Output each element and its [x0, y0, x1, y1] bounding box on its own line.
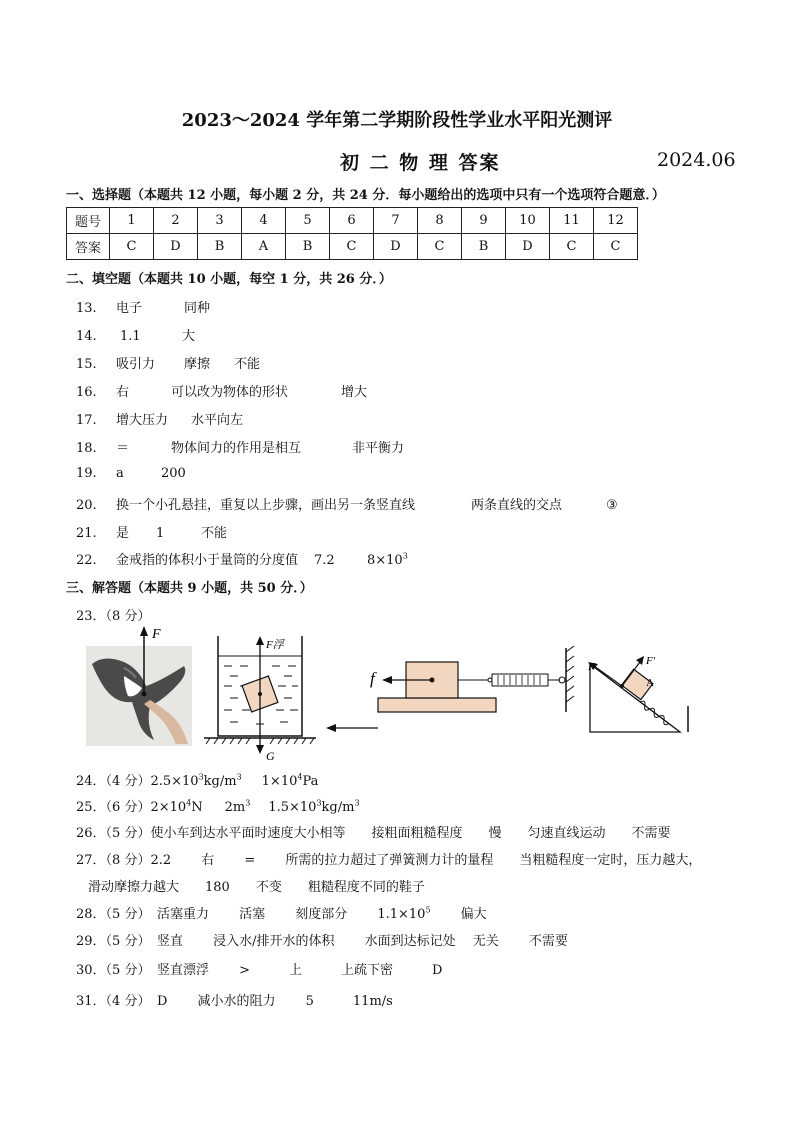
answer-table — [66, 207, 638, 260]
table-cell: 6 — [330, 208, 374, 234]
table-cell: D — [374, 234, 418, 260]
table-cell: 9 — [462, 208, 506, 234]
answer-text: 24．（4 分）2.5×10 — [76, 774, 199, 789]
superscript: 3 — [198, 772, 204, 782]
spring-scale — [492, 674, 548, 686]
table-cell: C — [330, 234, 374, 260]
force-point — [142, 692, 147, 697]
answer-line-24 — [76, 770, 318, 789]
table-cell: C — [550, 234, 594, 260]
superscript: 5 — [425, 905, 431, 915]
answer-line-29: 29．（5 分） 竖直 浸入水/排开水的体积 水面到达标记处 无关 不需要 — [76, 934, 568, 949]
answer-text: kg/m — [203, 774, 237, 789]
incline-force-label: F — [588, 661, 595, 673]
table-cell: C — [110, 234, 154, 260]
answer-text: 增大 — [341, 385, 368, 400]
answer-text: 偏大 — [430, 907, 487, 922]
page-title: 2023～2024 学年第二学期阶段性学业水平阳光测评 — [181, 110, 613, 131]
arrow-head — [326, 724, 336, 732]
answer-text: 换一个小孔悬挂，重复以上步骤，画出另一条竖直线 — [116, 498, 416, 513]
hook — [488, 678, 492, 682]
table-cell: D — [154, 234, 198, 260]
arrow-head — [382, 676, 392, 684]
table-cell: D — [506, 234, 550, 260]
answer-line-14 — [76, 325, 195, 344]
question-number: 13. — [76, 301, 97, 316]
answer-text: 物体间力的作用是相互 — [171, 441, 302, 456]
force-label-f: F — [152, 627, 161, 642]
board — [378, 698, 496, 712]
section-choice-title: 一、选择题（本题共 12 小题，每小题 2 分，共 24 分．每小题给出的选项中只有一个选项符合题意．） — [66, 188, 665, 203]
answer-text: 不能 — [201, 526, 228, 541]
table-cell: B — [462, 234, 506, 260]
answer-line-15 — [76, 353, 260, 372]
answer-text: 1 — [156, 526, 165, 541]
superscript: 3 — [354, 798, 360, 808]
table-cell: 8 — [418, 208, 462, 234]
answer-line-30: 30．（5 分） 竖直漂浮 > 上 上疏下密 D — [76, 963, 443, 978]
answer-line-21 — [76, 522, 227, 541]
answer-text: 1×10 — [261, 774, 298, 789]
answer-text: ③ — [606, 498, 618, 513]
answer-line-16 — [76, 381, 367, 400]
question-number: 16. — [76, 385, 97, 400]
table-cell: 10 — [506, 208, 550, 234]
answer-text: 是 — [116, 526, 130, 541]
row-label-answer: 答案 — [67, 234, 110, 260]
answer-line-22 — [76, 549, 408, 568]
superscript: 4 — [297, 772, 303, 782]
question-number: 18. — [76, 441, 97, 456]
table-row-questions — [67, 208, 638, 234]
exam-date: 2024.06 — [657, 149, 736, 171]
table-cell: C — [594, 234, 638, 260]
question-number: 19. — [76, 466, 97, 481]
arrow-head — [256, 745, 264, 754]
wall-hatching — [566, 646, 574, 702]
answer-text: 1.1 — [120, 329, 141, 344]
answer-text: Pa — [302, 774, 319, 789]
superscript: 3 — [245, 798, 251, 808]
answer-text: 右 — [116, 385, 130, 400]
table-cell: 7 — [374, 208, 418, 234]
superscript: 4 — [186, 798, 192, 808]
answer-line-27a: 27．（8 分）2.2 右 = 所需的拉力超过了弹簧测力计的量程 当粗糙程度一定时，压力越大， — [76, 853, 702, 868]
table-cell: 2 — [154, 208, 198, 234]
answer-line-25 — [76, 796, 360, 815]
answer-text: 2m — [224, 800, 246, 815]
answer-line-13 — [76, 297, 210, 316]
answer-text: 两条直线的交点 — [471, 498, 563, 513]
answer-text: 不能 — [234, 357, 261, 372]
arrow-head — [140, 626, 148, 636]
table-cell: 3 — [198, 208, 242, 234]
incline-figure — [580, 650, 700, 740]
question-number: 22. — [76, 553, 97, 568]
superscript: 3 — [236, 772, 242, 782]
floating-block-figure — [200, 632, 320, 762]
section-fill-title: 二、填空题（本题共 10 小题，每空 1 分，共 26 分．） — [66, 272, 392, 287]
answer-line-31: 31．（4 分） D 减小水的阻力 5 11m/s — [76, 994, 393, 1009]
answer-text: ＝ — [116, 441, 130, 456]
friction-spring-figure — [320, 640, 580, 740]
answer-line-20 — [76, 494, 618, 513]
friction-label: f — [370, 669, 375, 688]
table-cell: C — [418, 234, 462, 260]
answer-text: 水平向左 — [191, 413, 244, 428]
arrow-head — [636, 656, 644, 665]
answer-line-17 — [76, 409, 243, 428]
question-number: 17. — [76, 413, 97, 428]
answer-text: 8×10 — [367, 553, 403, 568]
answer-text: 摩擦 — [184, 357, 211, 372]
table-cell: 4 — [242, 208, 286, 234]
answer-text: kg/m — [321, 800, 355, 815]
table-cell: 1 — [110, 208, 154, 234]
answer-text: 吸引力 — [116, 357, 156, 372]
normal-force-label: F′ — [646, 655, 656, 667]
table-cell: A — [242, 234, 286, 260]
answer-text: 可以改为物体的形状 — [171, 385, 289, 400]
table-cell: B — [286, 234, 330, 260]
table-cell: 11 — [550, 208, 594, 234]
answer-text: 电子 — [116, 301, 143, 316]
answer-text: 大 — [182, 329, 196, 344]
section-solve-title: 三、解答题（本题共 9 小题，共 50 分．） — [66, 581, 313, 596]
answer-line-27b: 滑动摩擦力越大 180 不变 粗糙程度不同的鞋子 — [88, 880, 425, 895]
table-cell: B — [198, 234, 242, 260]
answer-text: 金戒指的体积小于量筒的分度值 — [116, 553, 299, 568]
block-label-a: A — [646, 677, 654, 689]
answer-line-26: 26．（5 分）使小车到达水平面时速度大小相等 接粗面粗糙程度 慢 匀速直线运动 不需要 — [76, 826, 671, 841]
table-cell: 12 — [594, 208, 638, 234]
answer-text: a — [116, 466, 124, 481]
answer-text: 28．（5 分） 活塞重力 活塞 刻度部分 1.1×10 — [76, 907, 426, 922]
answer-text: 1.5×10 — [268, 800, 317, 815]
answer-text: 非平衡力 — [352, 441, 405, 456]
arrow-head — [256, 636, 264, 645]
row-label-question: 题号 — [67, 208, 110, 234]
table-cell: 5 — [286, 208, 330, 234]
question-number: 20. — [76, 498, 97, 513]
bird-balance-figure — [84, 624, 194, 748]
answer-text: 200 — [161, 466, 186, 481]
force-point — [258, 692, 262, 696]
force-label-buoyancy: F浮 — [266, 639, 284, 651]
answer-line-19 — [76, 466, 186, 481]
answer-line-18 — [76, 437, 404, 456]
subject-title: 初 二 物 理 答案 — [340, 152, 501, 174]
answer-text: 7.2 — [314, 553, 335, 568]
answer-text: 25．（6 分）2×10 — [76, 800, 187, 815]
question-number: 15. — [76, 357, 97, 372]
answer-line-28 — [76, 903, 487, 922]
force-label-gravity: G — [266, 749, 275, 762]
answer-text: 同种 — [184, 301, 211, 316]
question-number: 14. — [76, 329, 97, 344]
superscript: 3 — [402, 551, 408, 561]
question-23-label: 23．（8 分） — [76, 609, 151, 624]
superscript: 3 — [316, 798, 322, 808]
answer-text: 增大压力 — [116, 413, 169, 428]
answer-text: N — [191, 800, 203, 815]
table-row-answers — [67, 234, 638, 260]
question-number: 21. — [76, 526, 97, 541]
